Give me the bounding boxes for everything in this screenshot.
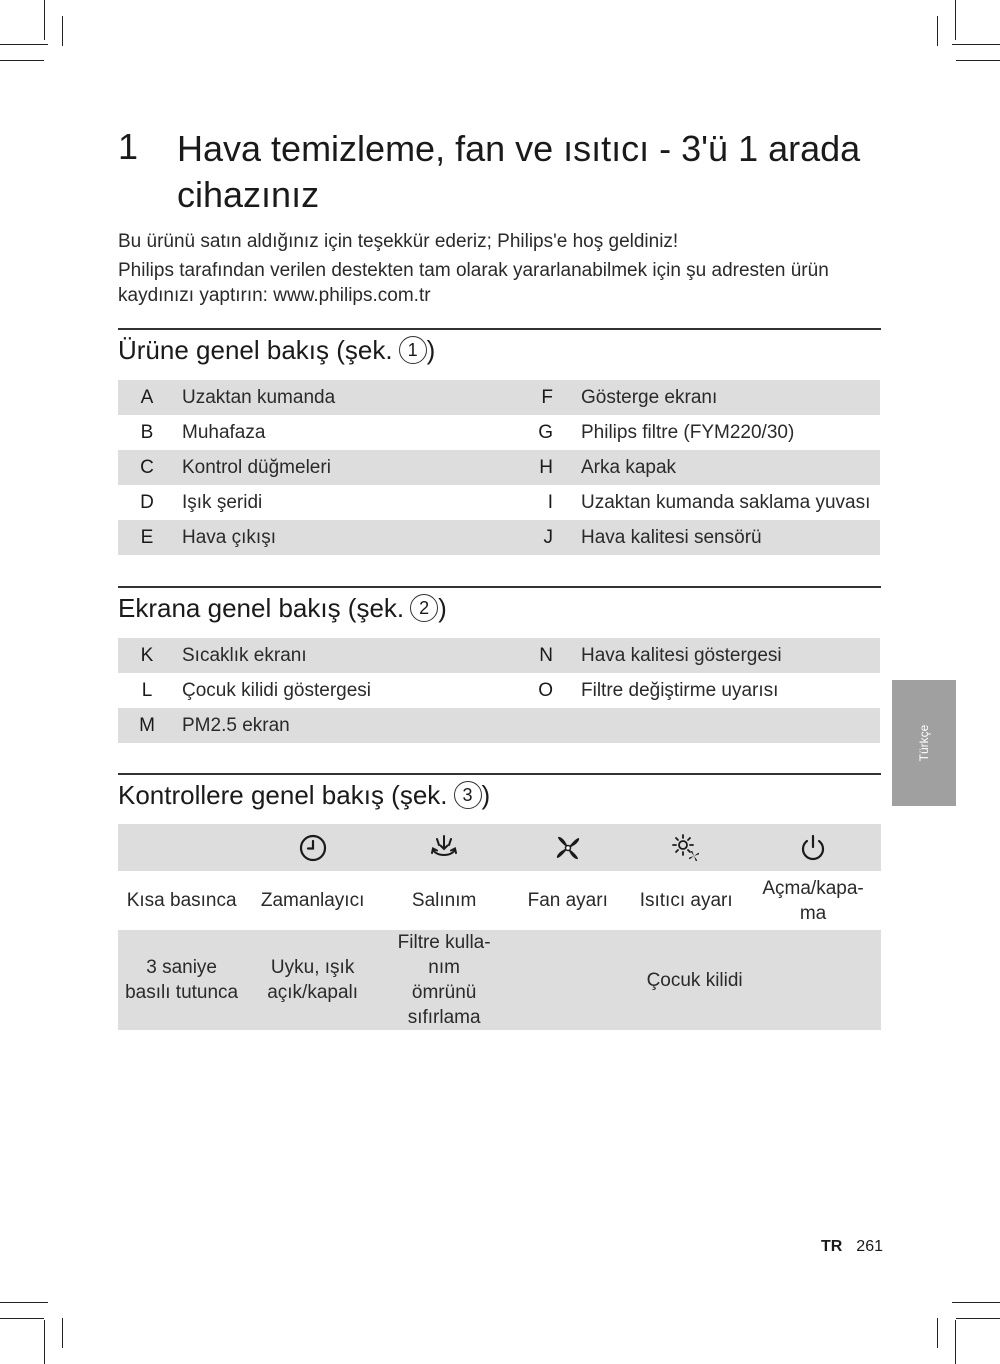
long-press-timer: Uyku, ışık açık/kapalı — [245, 930, 380, 1030]
crop-mark — [955, 1320, 956, 1364]
product-parts-table — [118, 380, 880, 555]
crop-mark — [955, 0, 956, 40]
table-row — [118, 415, 880, 450]
part-description — [558, 708, 880, 743]
heater-icon — [670, 832, 702, 864]
part-description: PM2.5 ekran — [176, 708, 508, 743]
short-press-fan: Fan ayarı — [527, 890, 608, 911]
display-parts-table — [118, 638, 880, 743]
table-row — [118, 450, 880, 485]
part-letter: M — [118, 708, 176, 743]
table-cell — [118, 824, 245, 871]
crop-mark — [0, 1302, 48, 1303]
language-side-label: Türkçe — [917, 724, 931, 762]
part-description: Hava çıkışı — [176, 520, 508, 555]
part-letter: K — [118, 638, 176, 673]
fan-icon — [552, 832, 584, 864]
crop-mark — [952, 44, 1000, 45]
part-description: Işık şeridi — [182, 491, 263, 513]
table-row — [118, 485, 880, 520]
table-row — [118, 930, 881, 1030]
crop-mark — [937, 1318, 938, 1348]
crop-mark — [62, 1318, 63, 1348]
crop-mark — [956, 1318, 1000, 1319]
part-description: Muhafaza — [182, 421, 266, 443]
figure-1-marker: 1 — [399, 336, 427, 364]
page-title: Hava temizleme, fan ve ısıtıcı - 3'ü 1 arada cihazınız — [177, 128, 861, 215]
part-letter: F — [508, 380, 558, 415]
part-letter: H — [508, 450, 558, 485]
crop-mark — [0, 60, 44, 61]
part-description: Philips filtre (FYM220/30) — [581, 421, 795, 443]
table-row — [118, 708, 880, 743]
display-overview-title: Ekrana genel bakış (şek. 2 ) — [118, 593, 447, 623]
table-cell — [380, 824, 508, 871]
crop-mark — [0, 1318, 44, 1319]
part-description: Gösterge ekranı — [558, 380, 880, 415]
part-letter: O — [538, 679, 553, 701]
short-press-timer: Zamanlayıcı — [260, 890, 365, 911]
part-letter: G — [538, 421, 553, 443]
section-divider — [118, 586, 881, 588]
table-cell — [627, 824, 745, 871]
chapter-number: 1 — [118, 126, 139, 167]
part-letter: B — [140, 421, 154, 443]
part-description: Sıcaklık ekranı — [176, 638, 508, 673]
crop-mark — [0, 44, 48, 45]
part-description: Kontrol düğmeleri — [176, 450, 508, 485]
intro-register: Philips tarafından verilen destekten tam olarak yararlanabilmek için şu adresten ürün kaydınızı yaptırın: www.philips.com.tr — [118, 260, 829, 306]
crop-mark — [952, 1302, 1000, 1303]
product-overview-title: Ürüne genel bakış (şek. 1 ) — [118, 335, 436, 365]
part-letter: E — [118, 520, 176, 555]
part-description: Arka kapak — [558, 450, 880, 485]
page-footer — [821, 1238, 883, 1256]
table-row — [118, 380, 880, 415]
long-press-child-lock: Çocuk kilidi — [508, 930, 881, 1030]
part-letter: J — [508, 520, 558, 555]
controls-overview-title: Kontrollere genel bakış (şek. 3 ) — [118, 780, 491, 810]
intro-welcome: Bu ürünü satın aldığınız için teşekkür ederiz; Philips'e hoş geldiniz! — [118, 231, 679, 252]
part-letter: A — [118, 380, 176, 415]
crop-mark — [62, 16, 63, 46]
short-press-oscillation: Salınım — [411, 890, 477, 911]
table-cell — [245, 824, 380, 871]
short-press-heater: Isıtıcı ayarı — [639, 890, 733, 911]
crop-mark — [956, 60, 1000, 61]
part-letter: I — [547, 491, 553, 513]
crop-mark — [44, 0, 45, 40]
controls-table — [118, 824, 881, 1030]
part-description: Çocuk kilidi göstergesi — [182, 679, 372, 701]
part-letter: C — [118, 450, 176, 485]
oscillation-icon — [428, 832, 460, 864]
table-cell — [745, 824, 881, 871]
part-description: Hava kalitesi sensörü — [558, 520, 880, 555]
power-icon — [797, 832, 829, 864]
figure-2-marker: 2 — [410, 594, 438, 622]
part-description: Hava kalitesi göstergesi — [558, 638, 880, 673]
timer-icon — [297, 832, 329, 864]
part-description: Uzaktan kumanda saklama yuvası — [581, 491, 871, 513]
language-side-tab — [892, 680, 956, 806]
part-letter: D — [140, 491, 154, 513]
table-row — [118, 871, 881, 930]
table-row — [118, 824, 881, 871]
short-press-label: Kısa basınca — [126, 890, 237, 911]
part-letter: N — [508, 638, 558, 673]
table-cell — [508, 824, 627, 871]
figure-3-marker: 3 — [454, 781, 482, 809]
table-row — [118, 638, 880, 673]
part-letter — [508, 708, 558, 743]
crop-mark — [44, 1320, 45, 1364]
part-description: Uzaktan kumanda — [176, 380, 508, 415]
long-press-oscillation: Filtre kulla-nım ömrünü sıfırlama — [380, 930, 508, 1030]
page-number: 261 — [856, 1238, 883, 1255]
section-divider — [118, 328, 881, 330]
table-row — [118, 673, 880, 708]
footer-language: TR — [820, 1238, 843, 1255]
short-press-power: Açma/kapa-ma — [762, 877, 864, 924]
part-letter: L — [141, 679, 153, 701]
long-press-label: 3 saniye basılı tutunca — [118, 930, 245, 1030]
crop-mark — [937, 16, 938, 46]
table-row — [118, 520, 880, 555]
part-description: Filtre değiştirme uyarısı — [581, 679, 779, 701]
section-divider — [118, 773, 881, 775]
